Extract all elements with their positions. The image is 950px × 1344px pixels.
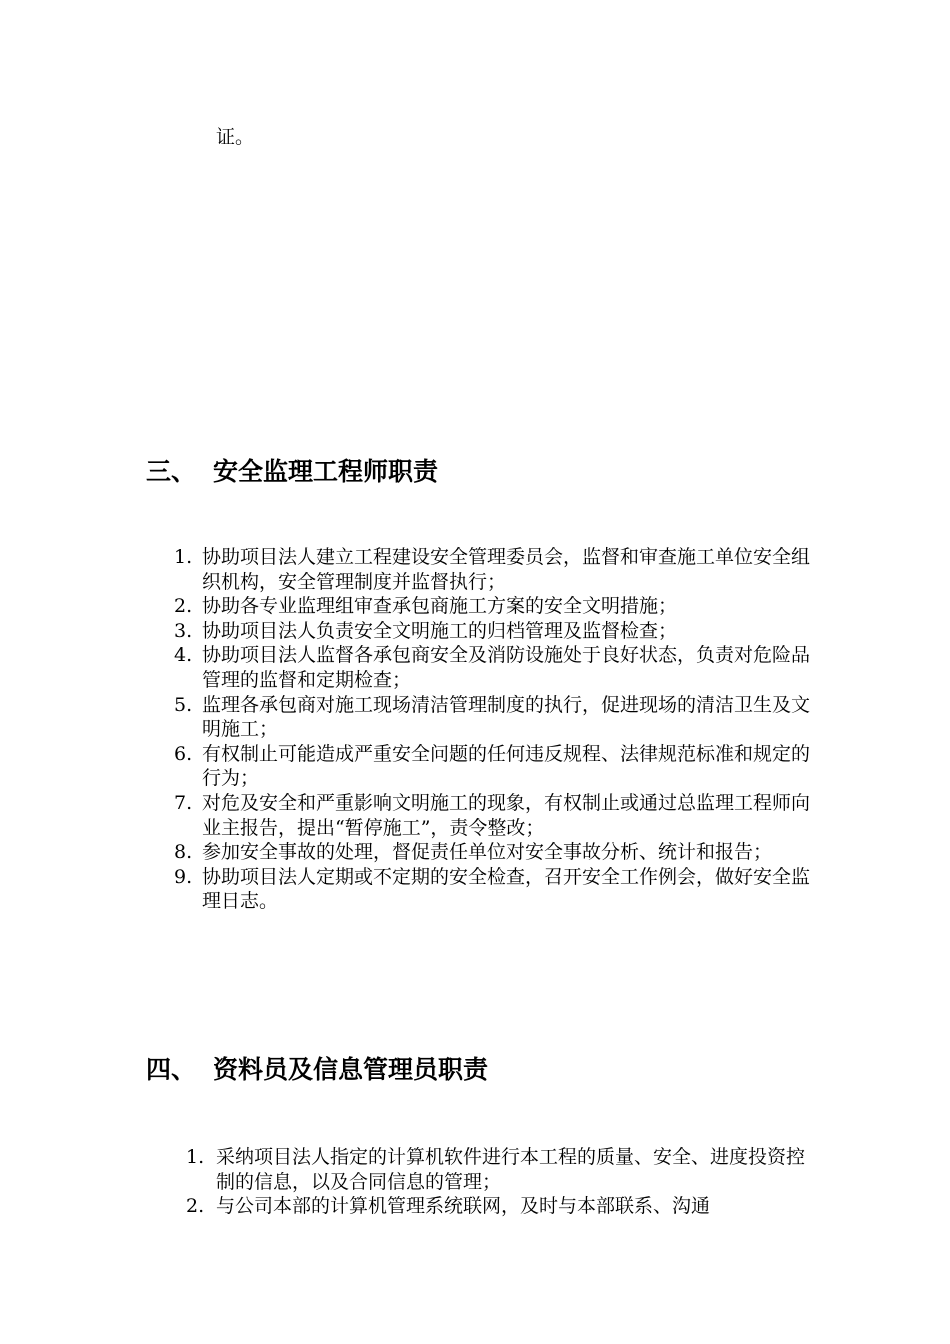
item-text: 采纳项目法人指定的计算机软件进行本工程的质量、安全、进度投资控制的信息，以及合同信息的管理； xyxy=(216,1146,806,1193)
item-number: 9. xyxy=(174,865,193,888)
list-item xyxy=(160,840,810,865)
list-item xyxy=(160,742,810,791)
section-4-heading xyxy=(146,1054,488,1086)
item-text: 有权制止可能造成严重安全问题的任何违反规程、法律规范标准和规定的行为； xyxy=(202,742,811,790)
item-number: 2. xyxy=(174,595,193,618)
section-4-list xyxy=(172,1145,810,1219)
item-text: 协助项目法人建立工程建设安全管理委员会，监督和审查施工单位安全组织机构，安全管理制度并监督执行； xyxy=(202,546,811,593)
item-text: 对危及安全和严重影响文明施工的现象，有权制止或通过总监理工程师向业主报告，提出“暂停施工”，责令整改； xyxy=(202,791,811,839)
item-text: 协助各专业监理组审查承包商施工方案的安全文明措施； xyxy=(202,595,678,618)
item-text: 协助项目法人定期或不定期的安全检查，召开安全工作例会，做好安全监理日志。 xyxy=(202,865,811,913)
item-number: 3. xyxy=(174,619,193,642)
item-number: 1. xyxy=(174,546,193,568)
item-number: 1. xyxy=(186,1146,205,1168)
section-3-heading xyxy=(146,456,438,488)
list-item xyxy=(160,693,810,742)
section-4-title: 资料员及信息管理员职责 xyxy=(213,1055,489,1084)
section-3-number: 三、 xyxy=(146,457,197,486)
item-text: 与公司本部的计算机管理系统联网，及时与本部联系、沟通 xyxy=(216,1195,711,1218)
item-number: 2. xyxy=(186,1195,205,1218)
item-text: 协助项目法人监督各承包商安全及消防设施处于良好状态，负责对危险品管理的监督和定期检查； xyxy=(202,644,811,691)
item-number: 7. xyxy=(174,791,193,814)
section-3-title: 安全监理工程师职责 xyxy=(213,457,439,486)
list-item xyxy=(160,619,810,644)
list-item xyxy=(172,1145,810,1194)
item-number: 5. xyxy=(174,693,193,716)
list-item xyxy=(160,643,810,692)
item-number: 4. xyxy=(174,644,193,667)
item-text: 参加安全事故的处理，督促责任单位对安全事故分析、统计和报告； xyxy=(202,841,773,864)
section-4-number: 四、 xyxy=(146,1055,197,1084)
list-item xyxy=(160,865,810,914)
item-number: 6. xyxy=(174,742,193,765)
list-item xyxy=(160,791,810,840)
item-text: 监理各承包商对施工现场清洁管理制度的执行，促进现场的清洁卫生及文明施工； xyxy=(202,693,811,741)
item-text: 协助项目法人负责安全文明施工的归档管理及监督检查； xyxy=(202,619,678,642)
list-item xyxy=(172,1194,810,1219)
continuation-text: 证。 xyxy=(216,126,255,148)
section-3-list xyxy=(160,545,810,914)
list-item xyxy=(160,545,810,594)
list-item xyxy=(160,594,810,619)
item-number: 8. xyxy=(174,841,193,864)
